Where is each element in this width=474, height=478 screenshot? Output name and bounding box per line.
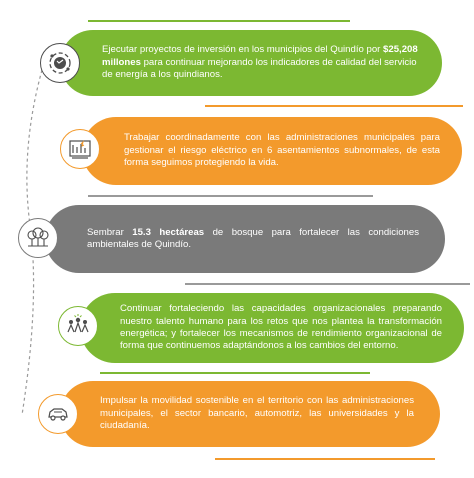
commitment-text: Trabajar coordinadamente con las administraciones municipales para gestionar el riesgo eléctrico en 6 asentamientos subnormales, de esta forma seguimos protegiendo la vida. [124,132,440,169]
commitment-item [80,293,464,363]
commitment-text: Ejecutar proyectos de inversión en los municipios del Quindío por $25,208 millones para continuar mejorando los indicadores de calidad del servicio de energía a los quindianos. [102,44,418,81]
commitment-text: Continuar fortaleciendo las capacidades organizacionales preparando nuestro talento humano para los retos que nos plantea la transformación energética; y fortalecer los mecanismos de rendimiento organizacional de forma que continuemos adaptándonos a los cambios del entorno. [120,303,442,352]
divider-line [88,195,373,197]
commitment-item [82,117,462,185]
car-icon [38,394,78,434]
team-people-icon [58,306,98,346]
divider-line [88,20,350,22]
divider-line [215,458,435,460]
globe-target-icon [40,43,80,83]
commitment-item [60,381,440,447]
electric-grid-icon [60,129,100,169]
divider-line [185,283,470,285]
divider-line [205,105,463,107]
trees-icon [18,218,58,258]
commitment-text: Sembrar 15.3 hectáreas de bosque para fortalecer las condiciones ambientales de Quindío. [87,226,420,250]
divider-line [100,372,370,374]
commitment-text: Impulsar la movilidad sostenible en el territorio con las administraciones municipales, el sector bancario, automotriz, las universidades y la ciudadanía. [100,395,414,432]
commitment-item [45,205,445,273]
commitment-item [60,30,442,96]
